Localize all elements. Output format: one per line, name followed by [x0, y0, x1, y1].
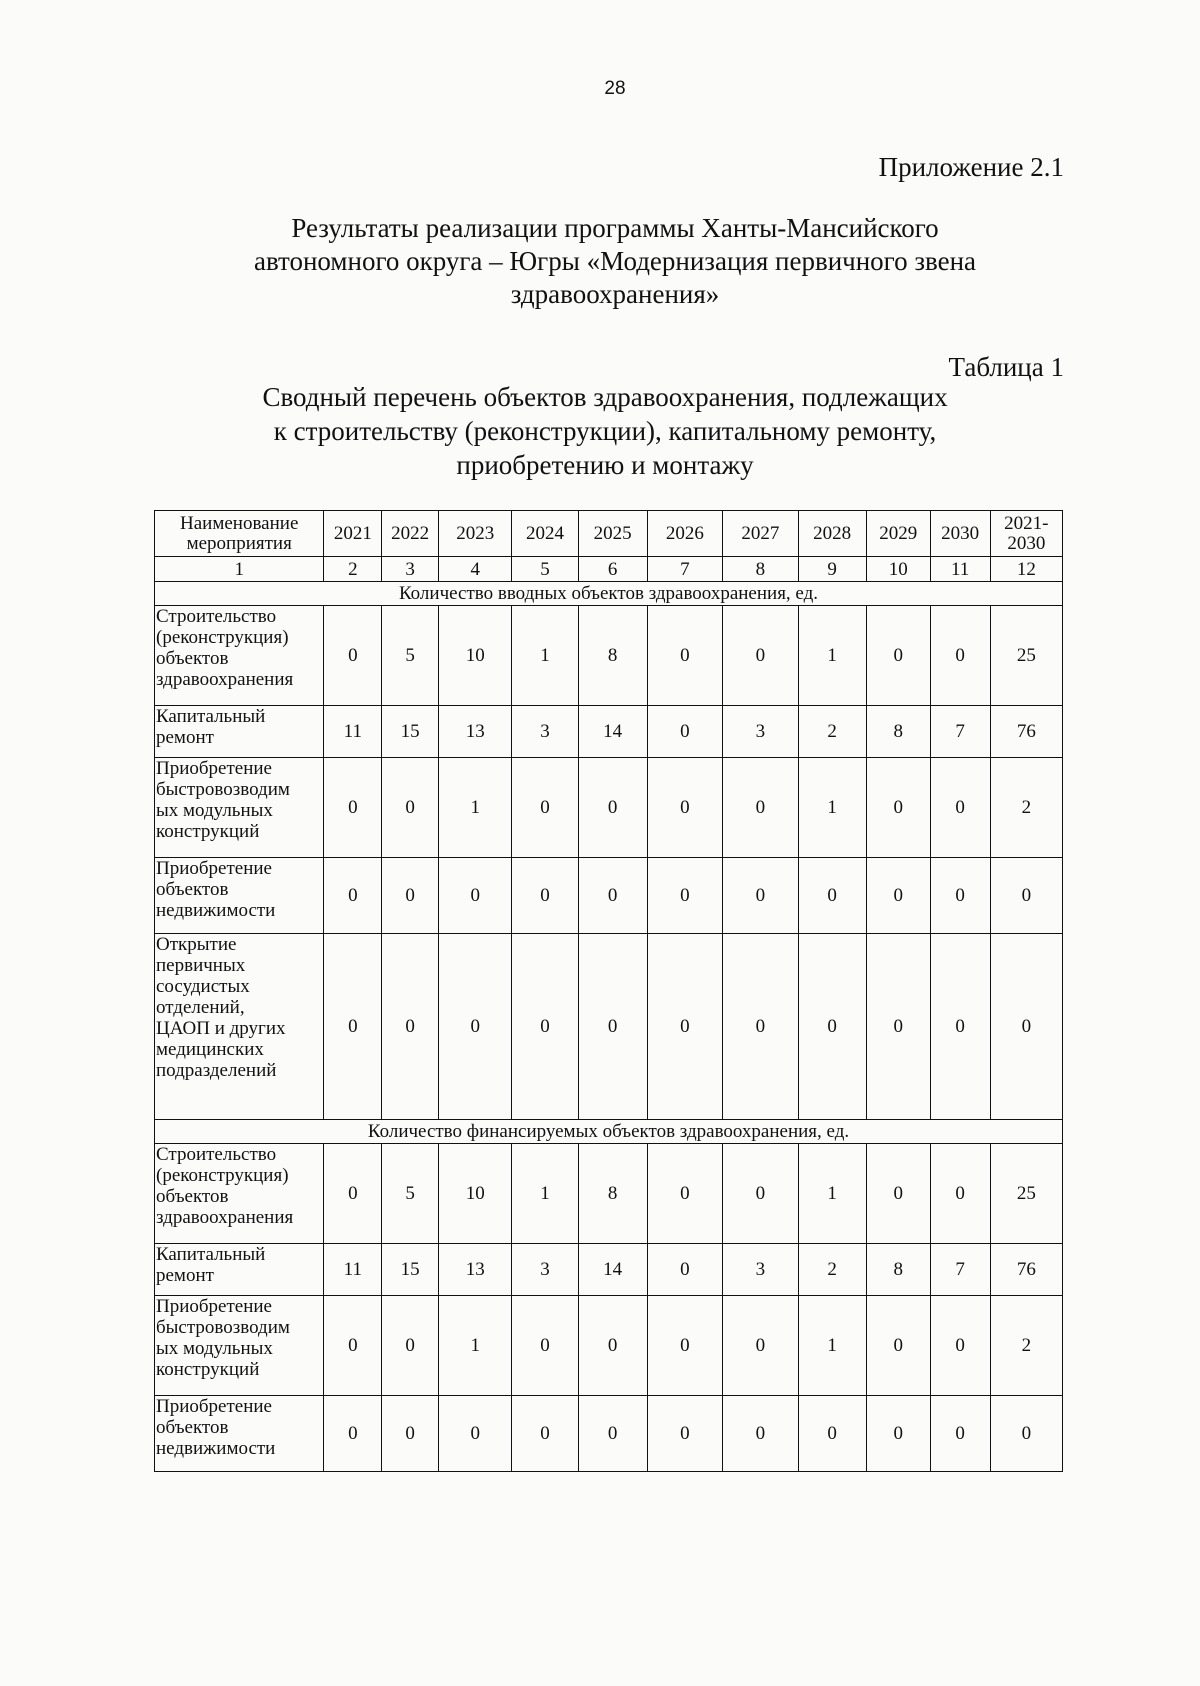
- value-cell: 0: [324, 934, 382, 1120]
- column-number-cell: 11: [930, 557, 990, 582]
- header-year-cell: 2021: [324, 511, 382, 557]
- header-year-cell: 2027: [723, 511, 798, 557]
- value-cell: 0: [866, 606, 930, 706]
- value-cell: 0: [866, 934, 930, 1120]
- table-title-line: приобретению и монтажу: [456, 450, 754, 480]
- report-title-line: здравоохранения»: [510, 279, 720, 309]
- row-name-cell: [155, 1396, 324, 1472]
- value-cell: 0: [723, 1296, 798, 1396]
- report-title-line: Результаты реализации программы Ханты-Мансийского: [291, 213, 939, 243]
- row-name-line: Строительство: [156, 606, 277, 627]
- value-cell: 8: [866, 706, 930, 758]
- section-title: Количество вводных объектов здравоохранения, ед.: [155, 582, 1063, 606]
- row-name-line: объектов: [156, 1417, 229, 1438]
- objects-table: [154, 510, 1063, 1472]
- page-number: 28: [604, 78, 626, 99]
- row-name-cell: [155, 1144, 324, 1244]
- value-cell: 0: [324, 1396, 382, 1472]
- row-name-line: Строительство: [156, 1144, 277, 1165]
- value-cell: 0: [324, 858, 382, 934]
- value-cell: 0: [512, 758, 578, 858]
- row-name-line: объектов: [156, 648, 229, 669]
- value-cell: 11: [324, 706, 382, 758]
- value-cell: 0: [990, 1396, 1062, 1472]
- header-year-cell: 2025: [578, 511, 647, 557]
- value-cell: 0: [382, 1396, 439, 1472]
- value-cell: 0: [647, 1296, 722, 1396]
- row-name-line: медицинских: [156, 1039, 264, 1060]
- row-name-cell: [155, 758, 324, 858]
- column-number-cell: 5: [512, 557, 578, 582]
- header-name-cell: [155, 511, 324, 557]
- column-number-cell: 9: [798, 557, 866, 582]
- value-cell: 0: [723, 934, 798, 1120]
- value-cell: 0: [324, 1144, 382, 1244]
- value-cell: 0: [866, 858, 930, 934]
- row-name-cell: [155, 934, 324, 1120]
- report-title-line: автономного округа – Югры «Модернизация первичного звена: [253, 246, 977, 276]
- value-cell: 0: [324, 1296, 382, 1396]
- row-name-line: ЦАОП и других: [156, 1018, 286, 1039]
- table-row: [155, 606, 1063, 706]
- row-name-line: (реконструкция): [156, 1165, 289, 1186]
- table-row: [155, 706, 1063, 758]
- value-cell: 8: [578, 1144, 647, 1244]
- value-cell: 0: [382, 858, 439, 934]
- row-name-line: ых модульных: [156, 1338, 273, 1359]
- header-year-cell: 2026: [647, 511, 722, 557]
- value-cell: 0: [512, 858, 578, 934]
- value-cell: 0: [866, 1296, 930, 1396]
- value-cell: 1: [798, 606, 866, 706]
- row-name-line: ремонт: [156, 727, 214, 748]
- value-cell: 10: [439, 606, 512, 706]
- value-cell: 1: [798, 758, 866, 858]
- row-name-line: отделений,: [156, 997, 245, 1018]
- row-name-cell: [155, 706, 324, 758]
- header-name-line: Наименование: [180, 512, 299, 534]
- value-cell: 0: [324, 606, 382, 706]
- value-cell: 2: [798, 706, 866, 758]
- value-cell: 0: [866, 758, 930, 858]
- row-name-line: объектов: [156, 879, 229, 900]
- value-cell: 0: [798, 858, 866, 934]
- row-name-line: быстровозводим: [156, 779, 290, 800]
- header-year-cell: 2024: [512, 511, 578, 557]
- row-name-line: здравоохранения: [156, 1207, 294, 1228]
- value-cell: 0: [647, 1144, 722, 1244]
- row-name-line: здравоохранения: [156, 669, 294, 690]
- value-cell: 3: [723, 706, 798, 758]
- value-cell: 0: [382, 758, 439, 858]
- value-cell: 0: [578, 858, 647, 934]
- value-cell: 0: [990, 934, 1062, 1120]
- value-cell: 1: [512, 1144, 578, 1244]
- header-total-cell: [990, 511, 1062, 557]
- value-cell: 2: [798, 1244, 866, 1296]
- row-name-cell: [155, 1244, 324, 1296]
- value-cell: 0: [930, 1144, 990, 1244]
- value-cell: 0: [578, 758, 647, 858]
- row-name-line: недвижимости: [156, 900, 276, 921]
- header-total-line: 2021-: [1004, 512, 1049, 534]
- value-cell: 0: [930, 758, 990, 858]
- value-cell: 0: [647, 858, 722, 934]
- row-name-line: конструкций: [156, 821, 260, 842]
- value-cell: 0: [324, 758, 382, 858]
- column-number-cell: 12: [990, 557, 1062, 582]
- row-name-line: Приобретение: [156, 858, 272, 879]
- value-cell: 11: [324, 1244, 382, 1296]
- row-name-line: объектов: [156, 1186, 229, 1207]
- header-year-cell: 2022: [382, 511, 439, 557]
- column-number-row: [155, 557, 1063, 582]
- row-name-line: Приобретение: [156, 758, 272, 779]
- row-name-line: сосудистых: [156, 976, 250, 997]
- row-name-cell: [155, 1296, 324, 1396]
- value-cell: 0: [723, 758, 798, 858]
- value-cell: 5: [382, 1144, 439, 1244]
- value-cell: 3: [512, 1244, 578, 1296]
- value-cell: 25: [990, 606, 1062, 706]
- value-cell: 0: [578, 934, 647, 1120]
- value-cell: 3: [723, 1244, 798, 1296]
- value-cell: 13: [439, 706, 512, 758]
- appendix-label: Приложение 2.1: [878, 152, 1064, 182]
- header-year-cell: 2029: [866, 511, 930, 557]
- table-body: [155, 511, 1063, 1472]
- row-name-line: ремонт: [156, 1265, 214, 1286]
- row-name-line: Капитальный: [156, 1244, 266, 1265]
- value-cell: 8: [578, 606, 647, 706]
- value-cell: 1: [512, 606, 578, 706]
- table-row: [155, 1144, 1063, 1244]
- value-cell: 0: [578, 1396, 647, 1472]
- value-cell: 13: [439, 1244, 512, 1296]
- header-total-line: 2030: [1007, 532, 1046, 554]
- value-cell: 7: [930, 706, 990, 758]
- table-row: [155, 1296, 1063, 1396]
- value-cell: 10: [439, 1144, 512, 1244]
- row-name-line: быстровозводим: [156, 1317, 290, 1338]
- value-cell: 0: [439, 934, 512, 1120]
- report-title: [215, 212, 1015, 311]
- value-cell: 3: [512, 706, 578, 758]
- table-title: [205, 380, 1005, 482]
- column-number-cell: 7: [647, 557, 722, 582]
- row-name-line: Приобретение: [156, 1396, 272, 1417]
- column-number-cell: 8: [723, 557, 798, 582]
- value-cell: 0: [647, 1396, 722, 1472]
- header-year-cell: 2028: [798, 511, 866, 557]
- value-cell: 76: [990, 706, 1062, 758]
- value-cell: 7: [930, 1244, 990, 1296]
- table-row: [155, 1396, 1063, 1472]
- value-cell: 0: [798, 934, 866, 1120]
- value-cell: 0: [647, 758, 722, 858]
- header-year-cell: 2030: [930, 511, 990, 557]
- column-number-cell: 10: [866, 557, 930, 582]
- value-cell: 0: [723, 858, 798, 934]
- value-cell: 0: [723, 1396, 798, 1472]
- table-row: [155, 858, 1063, 934]
- value-cell: 0: [578, 1296, 647, 1396]
- value-cell: 0: [866, 1396, 930, 1472]
- section-title: Количество финансируемых объектов здравоохранения, ед.: [155, 1120, 1063, 1144]
- row-name-line: Приобретение: [156, 1296, 272, 1317]
- table-title-line: Сводный перечень объектов здравоохранения, подлежащих: [262, 382, 948, 412]
- row-name-line: конструкций: [156, 1359, 260, 1380]
- row-name-line: ых модульных: [156, 800, 273, 821]
- value-cell: 2: [990, 1296, 1062, 1396]
- value-cell: 0: [382, 934, 439, 1120]
- value-cell: 0: [647, 606, 722, 706]
- table-row: [155, 1244, 1063, 1296]
- value-cell: 15: [382, 1244, 439, 1296]
- value-cell: 2: [990, 758, 1062, 858]
- value-cell: 0: [866, 1144, 930, 1244]
- row-name-line: недвижимости: [156, 1438, 276, 1459]
- value-cell: 0: [723, 1144, 798, 1244]
- column-number-cell: 2: [324, 557, 382, 582]
- value-cell: 0: [439, 858, 512, 934]
- value-cell: 25: [990, 1144, 1062, 1244]
- row-name-line: Открытие: [156, 934, 237, 955]
- value-cell: 5: [382, 606, 439, 706]
- value-cell: 0: [512, 1396, 578, 1472]
- header-year-cell: 2023: [439, 511, 512, 557]
- value-cell: 0: [930, 858, 990, 934]
- column-number-cell: 3: [382, 557, 439, 582]
- row-name-line: (реконструкция): [156, 627, 289, 648]
- section-row: [155, 1120, 1063, 1144]
- row-name-line: подразделений: [156, 1060, 277, 1081]
- value-cell: 0: [930, 1396, 990, 1472]
- value-cell: 76: [990, 1244, 1062, 1296]
- value-cell: 1: [798, 1144, 866, 1244]
- table-row: [155, 758, 1063, 858]
- value-cell: 0: [647, 706, 722, 758]
- value-cell: 0: [647, 1244, 722, 1296]
- row-name-line: Капитальный: [156, 706, 266, 727]
- value-cell: 1: [439, 758, 512, 858]
- value-cell: 8: [866, 1244, 930, 1296]
- value-cell: 14: [578, 1244, 647, 1296]
- row-name-cell: [155, 606, 324, 706]
- header-row: [155, 511, 1063, 557]
- section-row: [155, 582, 1063, 606]
- value-cell: 0: [723, 606, 798, 706]
- table-label: Таблица 1: [948, 352, 1064, 382]
- value-cell: 0: [647, 934, 722, 1120]
- value-cell: 14: [578, 706, 647, 758]
- value-cell: 0: [930, 606, 990, 706]
- value-cell: 0: [990, 858, 1062, 934]
- value-cell: 15: [382, 706, 439, 758]
- column-number-cell: 6: [578, 557, 647, 582]
- table-row: [155, 934, 1063, 1120]
- value-cell: 0: [512, 1296, 578, 1396]
- value-cell: 0: [382, 1296, 439, 1396]
- value-cell: 0: [512, 934, 578, 1120]
- value-cell: 1: [798, 1296, 866, 1396]
- row-name-cell: [155, 858, 324, 934]
- value-cell: 0: [930, 934, 990, 1120]
- column-number-cell: 4: [439, 557, 512, 582]
- value-cell: 0: [930, 1296, 990, 1396]
- header-name-line: мероприятия: [186, 532, 292, 554]
- value-cell: 0: [798, 1396, 866, 1472]
- value-cell: 1: [439, 1296, 512, 1396]
- value-cell: 0: [439, 1396, 512, 1472]
- row-name-line: первичных: [156, 955, 246, 976]
- table-title-line: к строительству (реконструкции), капитальному ремонту,: [273, 416, 937, 446]
- column-number-cell: 1: [155, 557, 324, 582]
